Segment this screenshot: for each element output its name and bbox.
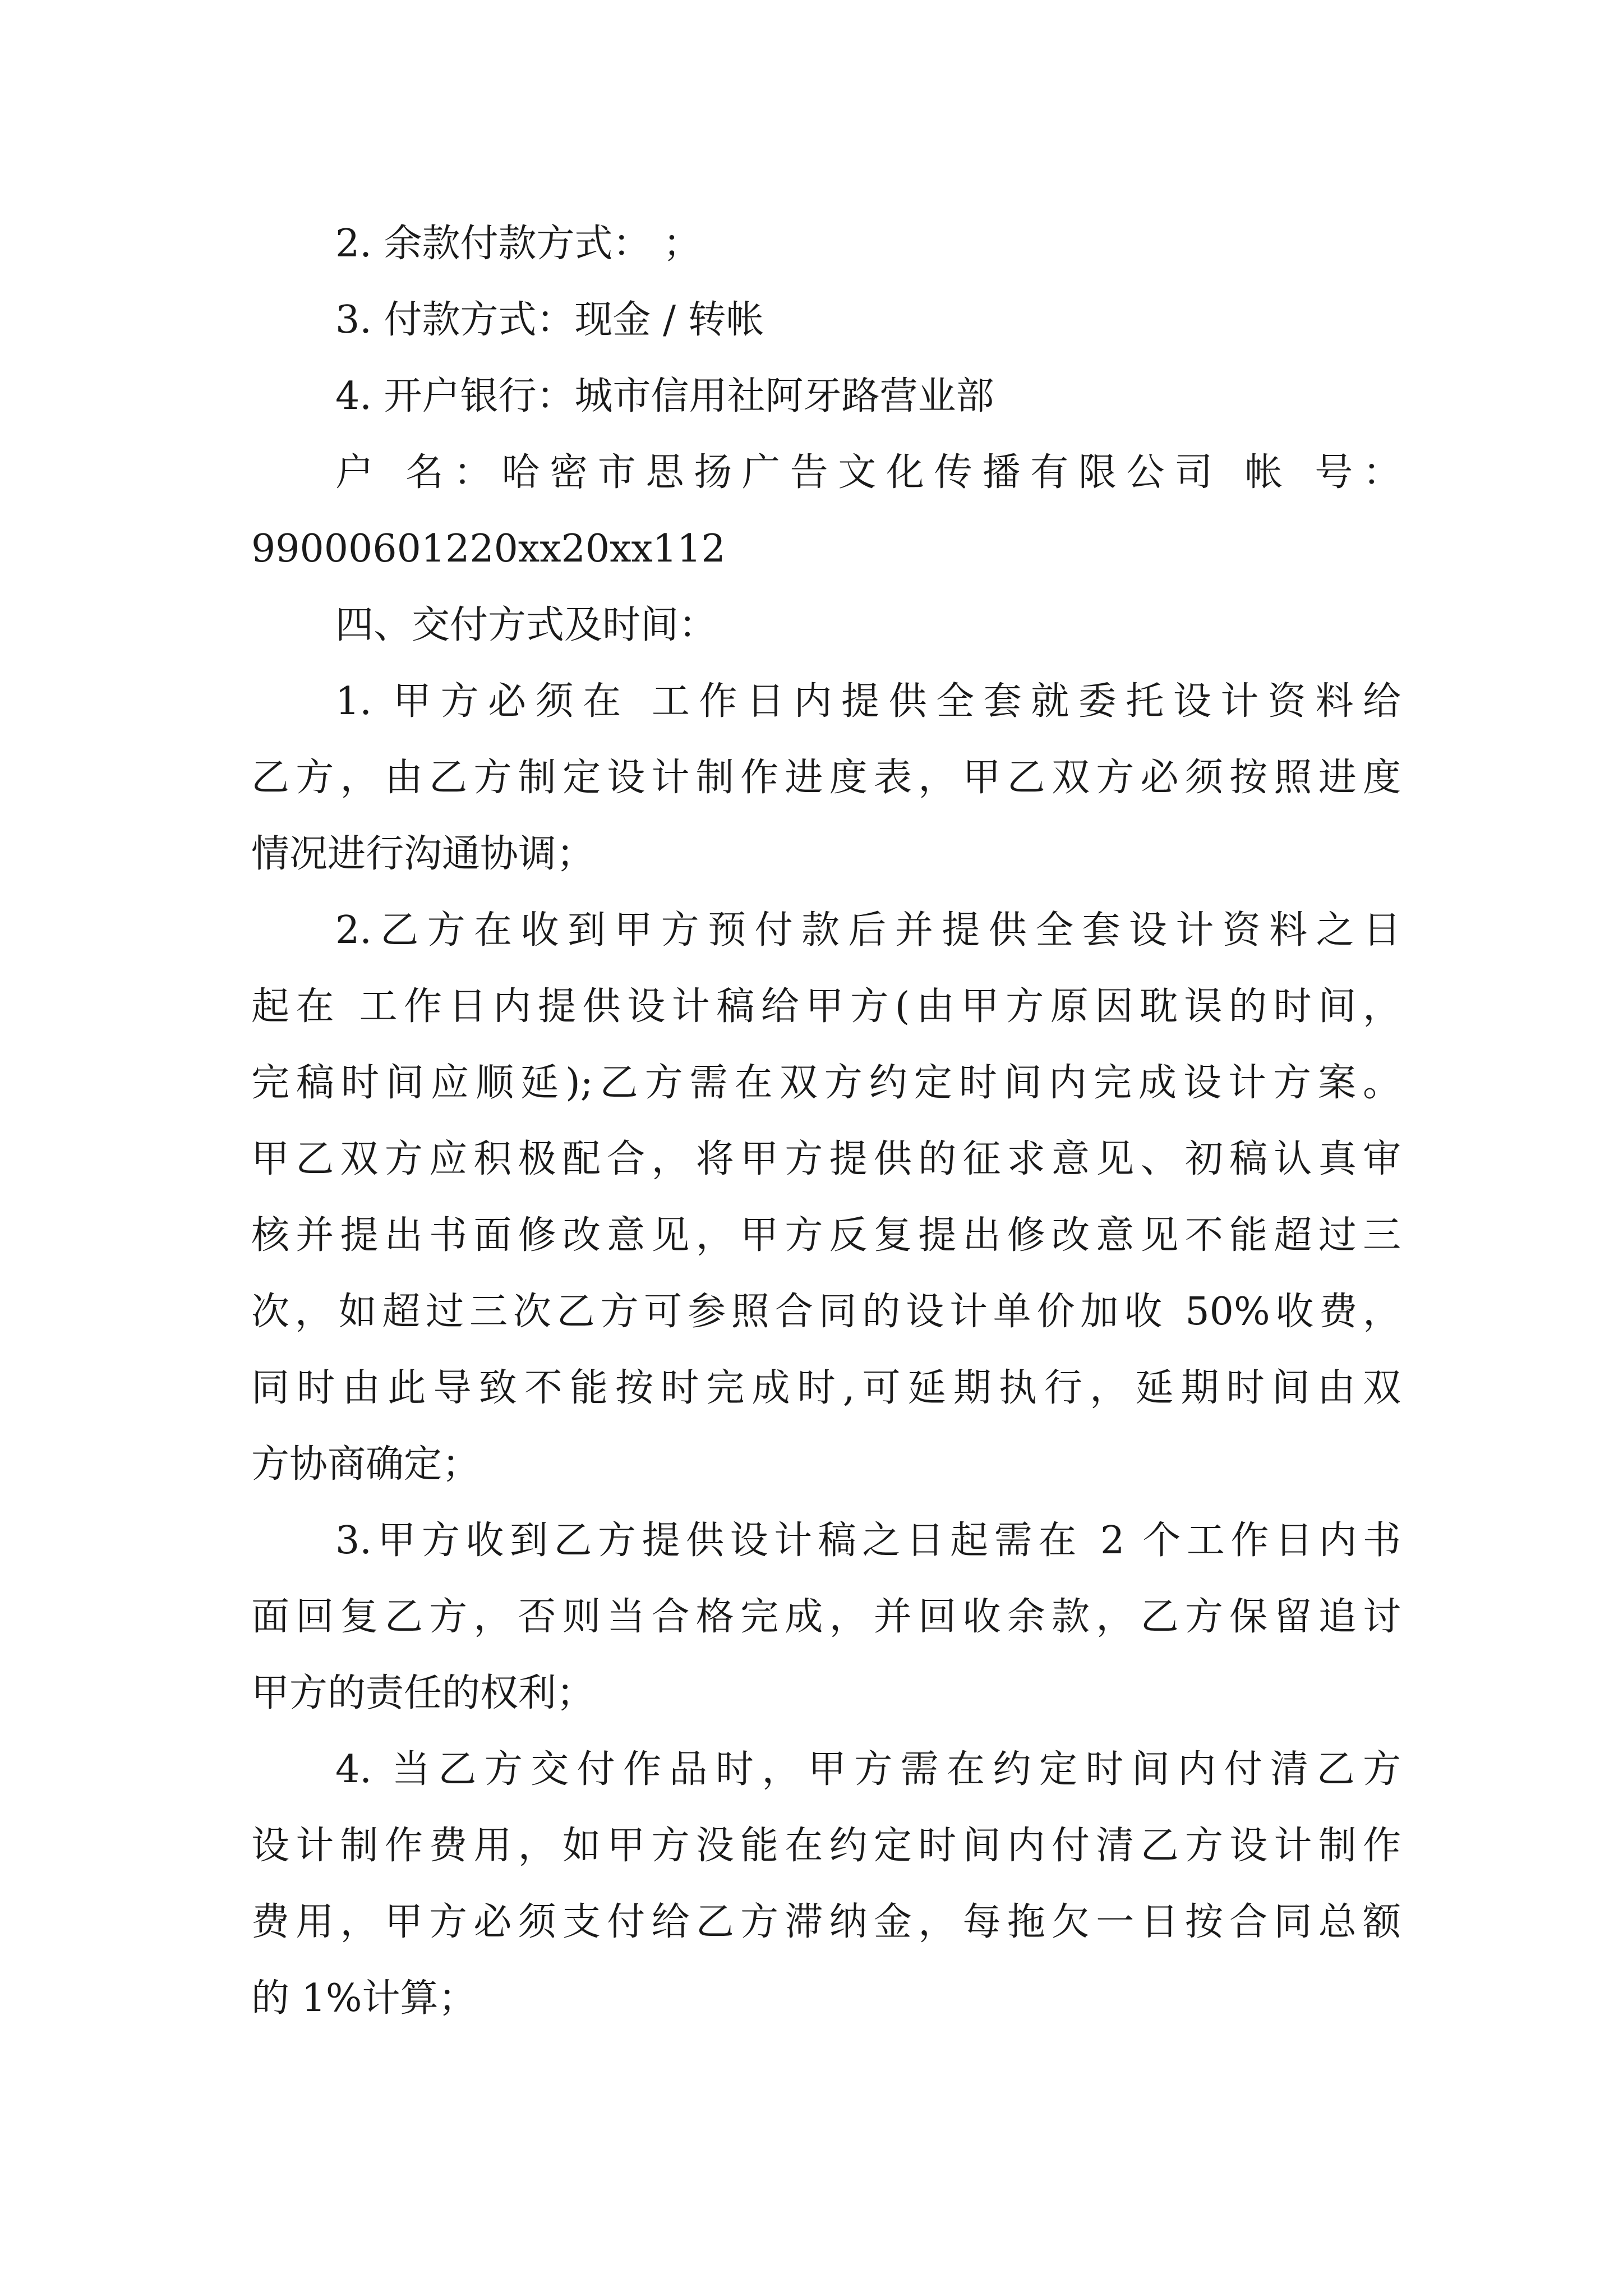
text-line: 3.甲方收到乙方提供设计稿之日起需在 2 个工作日内书	[335, 1519, 1401, 1563]
text-line: 乙方，由乙方制定设计制作进度表，甲乙双方必须按照进度	[251, 756, 1401, 800]
text-line: 户 名：哈密市思扬广告文化传播有限公司 帐 号：	[335, 450, 1401, 495]
text-line: 起在 工作日内提供设计稿给甲方(由甲方原因耽误的时间，	[251, 984, 1401, 1029]
text-line: 3. 付款方式：现金 / 转帐	[335, 298, 764, 342]
text-line: 2.乙方在收到甲方预付款后并提供全套设计资料之日	[335, 908, 1401, 953]
text-line: 4. 开户银行：城市信用社阿牙路营业部	[335, 374, 994, 418]
text-line: 同时由此导致不能按时完成时,可延期执行，延期时间由双	[251, 1366, 1401, 1410]
text-line: 设计制作费用，如甲方没能在约定时间内付清乙方设计制作	[251, 1824, 1401, 1868]
section-heading: 四、交付方式及时间：	[335, 603, 717, 647]
text-line: 面回复乙方，否则当合格完成，并回收余款，乙方保留追讨	[251, 1595, 1401, 1639]
text-line: 费用，甲方必须支付给乙方滞纳金，每拖欠一日按合同总额	[251, 1900, 1401, 1944]
text-line: 甲方的责任的权利；	[251, 1671, 595, 1715]
text-line: 的 1%计算；	[251, 1976, 477, 2021]
text-line: 4. 当乙方交付作品时，甲方需在约定时间内付清乙方	[335, 1747, 1401, 1792]
text-line: 1. 甲方必须在 工作日内提供全套就委托设计资料给	[335, 679, 1401, 724]
text-line: 方协商确定；	[251, 1442, 481, 1487]
text-line: 甲乙双方应积极配合，将甲方提供的征求意见、初稿认真审	[251, 1137, 1401, 1181]
text-line: 2. 余款付款方式： ；	[335, 222, 702, 266]
text-line: 完稿时间应顺延);乙方需在双方约定时间内完成设计方案。	[251, 1061, 1401, 1105]
text-line: 核并提出书面修改意见，甲方反复提出修改意见不能超过三	[251, 1213, 1401, 1258]
text-line: 情况进行沟通协调；	[251, 832, 595, 876]
text-line: 99000601220xx20xx112	[251, 527, 726, 571]
text-line: 次，如超过三次乙方可参照合同的设计单价加收 50%收费，	[251, 1290, 1401, 1334]
